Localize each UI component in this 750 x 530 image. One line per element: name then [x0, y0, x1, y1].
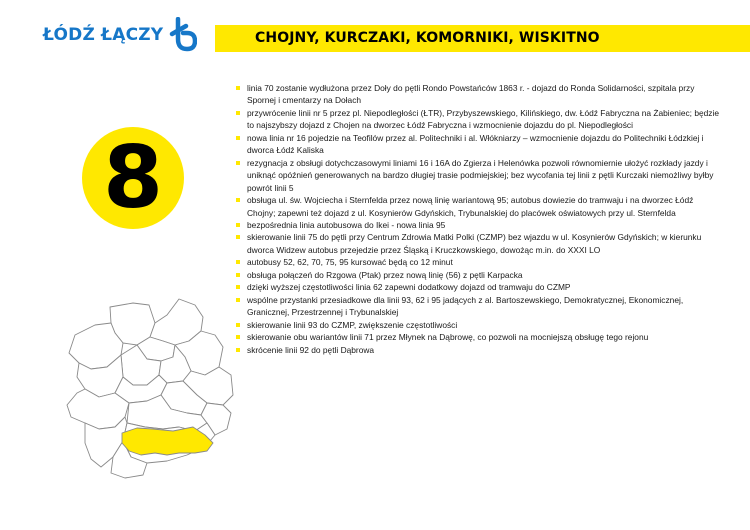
- list-item: [232, 194, 720, 219]
- highlighted-district: [122, 427, 213, 455]
- bullet-icon: [236, 111, 240, 115]
- list-item: [232, 256, 720, 268]
- bullet-icon: [236, 235, 240, 239]
- bullet-icon: [236, 273, 240, 277]
- page-title: CHOJNY, KURCZAKI, KOMORNIKI, WISKITNO: [255, 30, 600, 46]
- list-item: [232, 294, 720, 319]
- list-item: [232, 281, 720, 293]
- bullet-icon: [236, 223, 240, 227]
- list-item-text: dzięki wyższej częstotliwości linia 62 zapewni dodatkowy dojazd od tramwaju do CZMP: [247, 282, 571, 293]
- list-item: [232, 132, 720, 157]
- list-item-text: wspólne przystanki przesiadkowe dla linii 93, 62 i 95 jadących z al. Bartoszewskiego, Demokratycznej, Ekonomicznej, Granicznej, Przestrzennej i Trybunalskiej: [247, 294, 684, 318]
- list-item-text: rezygnacja z obsługi dotychczasowymi liniami 16 i 16A do Zgierza i Helenówka pozwoli równomiernie ułożyć rozkłady jazdy i uniknąć opóźnień generowanych na bardzo długiej trasie podmiejskiej; bez wycofania tej linii z pętli Kurczaki niemożliwy byłby powrót linii 5: [247, 157, 714, 193]
- list-item-text: skrócenie linii 92 do pętli Dąbrowa: [247, 344, 375, 355]
- area-number: 8: [103, 128, 163, 228]
- bullet-icon: [236, 323, 240, 327]
- bullet-icon: [236, 285, 240, 289]
- list-item-text: przywrócenie linii nr 5 przez pl. Niepodległości (ŁTR), Przybyszewskiego, Kilińskiego, dw. Łódź Fabryczna na Żabieniec; będzie to najszybszy dojazd z Chojen na dworzec Łódź Fabryczna i wzmocnienie dojazdu do pl. Niepodległości: [247, 107, 720, 131]
- list-item: [232, 219, 720, 231]
- list-item: [232, 157, 720, 194]
- bullet-icon: [236, 348, 240, 352]
- list-item-text: obsługa ul. św. Wojciecha i Sternfelda przez nową linię wariantową 95; autobus dowiezie do tramwaju i na dworzec Łódź Chojny; zapewni też dojazd z ul. Kosynierów Gdyńskich, Trybunalskiej do placówek oświatowych przy ul. Sternfelda: [247, 195, 694, 218]
- title-bar: [215, 25, 750, 52]
- bullet-icon: [236, 136, 240, 140]
- list-item-text: obsługa połączeń do Rzgowa (Ptak) przez nową linię (56) z pętli Karpacka: [247, 269, 523, 280]
- bullet-icon: [236, 335, 240, 339]
- list-item: [232, 107, 720, 132]
- bullet-icon: [236, 86, 240, 90]
- logo-text: ŁÓDŹ ŁĄCZY: [43, 25, 164, 45]
- list-item-text: nowa linia nr 16 pojedzie na Teofilów przez al. Politechniki i al. Włókniarzy – wzmocnienie dojazdu do Politechniki Łódzkiej i dworca Łódź Kaliska: [247, 132, 704, 156]
- list-item-text: bezpośrednia linia autobusowa do Ikei - nowa linia 95: [247, 219, 446, 230]
- list-item: [232, 331, 720, 343]
- changes-list: [232, 82, 720, 356]
- district-map: [55, 295, 237, 480]
- list-item-text: skierowanie linii 93 do CZMP, zwiększenie częstotliwości: [247, 319, 458, 330]
- bullet-icon: [236, 198, 240, 202]
- list-item: [232, 269, 720, 281]
- area-number-badge: [82, 127, 184, 229]
- bullet-icon: [236, 298, 240, 302]
- list-item: [232, 231, 720, 256]
- list-item-text: linia 70 zostanie wydłużona przez Doły do pętli Rondo Powstańców 1863 r. - dojazd do Ronda Solidarności, szpitala przy Spornej i cmentarzy na Dołach: [247, 83, 695, 106]
- list-item: [232, 319, 720, 331]
- list-item-text: skierowanie linii 75 do pętli przy Centrum Zdrowia Matki Polki (CZMP) bez wjazdu w ul. Kosynierów Gdyńskich; w kierunku dworca Widzew autobus przejedzie przez Śląską i Kruczkowskiego, dowożąc m.in. do XXXI LO: [247, 232, 702, 255]
- logo-mark-icon: [169, 17, 197, 53]
- list-item-text: skierowanie obu wariantów linii 71 przez Młynek na Dąbrowę, co pozwoli na mocniejszą obsługę tego rejonu: [247, 332, 649, 343]
- list-item-text: autobusy 52, 62, 70, 75, 95 kursować będą co 12 minut: [247, 257, 453, 268]
- bullet-icon: [236, 161, 240, 165]
- lodz-laczy-logo: [43, 22, 197, 48]
- list-item: [232, 344, 720, 356]
- list-item: [232, 82, 720, 107]
- bullet-icon: [236, 260, 240, 264]
